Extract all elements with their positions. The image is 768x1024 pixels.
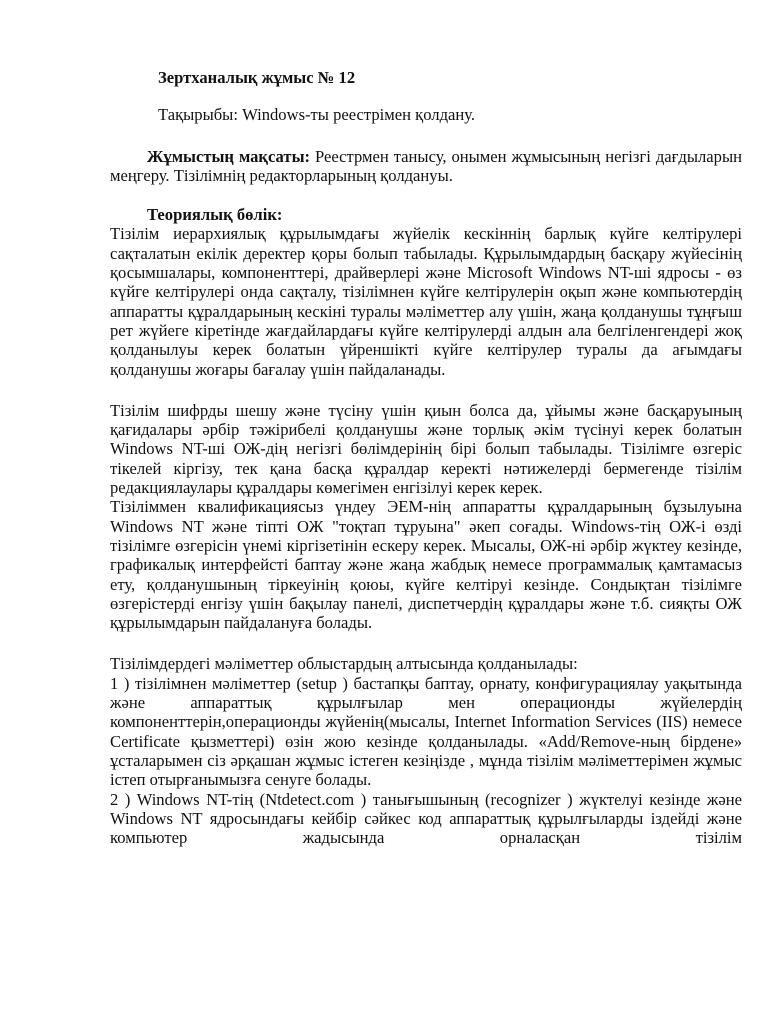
lab-title: Зертханалық жұмыс № 12 [158,68,356,87]
lab-topic: Тақырыбы: Windows-ты реестрімен қолдану. [158,105,476,125]
purpose-paragraph [110,147,742,186]
purpose-label: Жұмыстың мақсаты: [147,146,311,166]
areas-intro: Тізілімдердегі мәліметтер облыстардың алтысында қолданылады: [110,654,578,674]
theory-paragraph-2: Тізілім шифрды шешу және түсіну үшін қиын болса да, ұйымы және басқаруының қағидалары әрбір тәжірибелі қолданушы және торлық әкім түсінуі керек болатын Windows NT-ші ОЖ-дің негізгі бөлімдерінің бірі болып табылады. Тізілімге өзгеріс тікелей кіргізу, тек қана басқа құралдар керекті нәтижелерді бермегенде тізілім редакциялаулары құралдары көмегімен енгізілуі керек керек. [110,400,742,498]
document-page [110,62,742,847]
purpose-text: Реестрмен танысу, онымен жұмысының негізгі дағдыларын меңгеру. Тізілімнің редакторларының қолдануы. [110,146,742,185]
list-item-2: 2 ) Windows NT-тің (Ntdetect.com ) танығышының (recognizer ) жүктелуі кезінде және Windows NT ядросындағы кейбір сәйкес код аппараттық құрылғыларды іздейді және компьютер жадысында орналасқан тізілім [110,789,742,848]
theory-paragraph-3: Тізіліммен квалификациясыз үндеу ЭЕМ-нің аппаратты құралдарының бұзылуына Windows NT және тіпті ОЖ "тоқтап тұруына" әкеп соғады. Windows-тің ОЖ-і өзді тізілімге өзгерісін үнемі кіргізетінін ескеру керек. Мысалы, ОЖ-ні әрбір жүктеу кезінде, графикалық интерфейсті баптау және жаңа жабдық немесе программалық қамтамасыз ету, қолданушының тіркеуінің қоюы, күйге келтіруі кезінде. Сондықтан тізілімге өзгерістерді енгізу үшін бақылау панелі, диспетчердің құралдары және т.б. сияқты ОЖ құрылымдарын пайдалануға болады. [110,497,742,633]
list-item-1: 1 ) тізілімнен мәліметтер (setup ) бастапқы баптау, орнату, конфигурациялау уақытында және аппараттық құрылғылар мен операционды жүйелердің компоненттерін,операционды жүйенің(мысалы, Internet Information Services (IIS) немесе Certificate қызметтері) өзін жою кезінде қолданылады. «Add/Remove-ның бірдене» ұсталарымен сіз әрқашан жұмыс істеген кезіңізде , мұнда тізілім мәліметтерімен жұмыс істеп отырғанымызға сенуге болады. [110,673,742,790]
theory-heading: Теориялық бөлік: [147,205,283,225]
theory-paragraph-1: Тізілім иерархиялық құрылымдағы жүйелік кескіннің барлық күйге келтірулері сақталатын екілік деректер қоры болып табылады. Құрылымдардың басқару жүйесінің қосымшалары, компоненттері, драйверлері және Microsoft Windows NT-ші ядросы - өз күйге келтірулері онда сақталу, тізілімнен күйге келтірулерін оқып және компьютердің аппаратты құралдарының кескіні туралы мәліметтер алу үшін, жаңа қолданушы тұңғыш рет жүйеге кіретінде жағдайлардағы күйге келтірулерді алдын ала белгіленгендері жоқ қолданылуы керек болатын үйреншікті күйге келтірулер туралы да ағымдағы қолданушы жоғары бағалау үшін пайдаланады. [110,224,742,379]
